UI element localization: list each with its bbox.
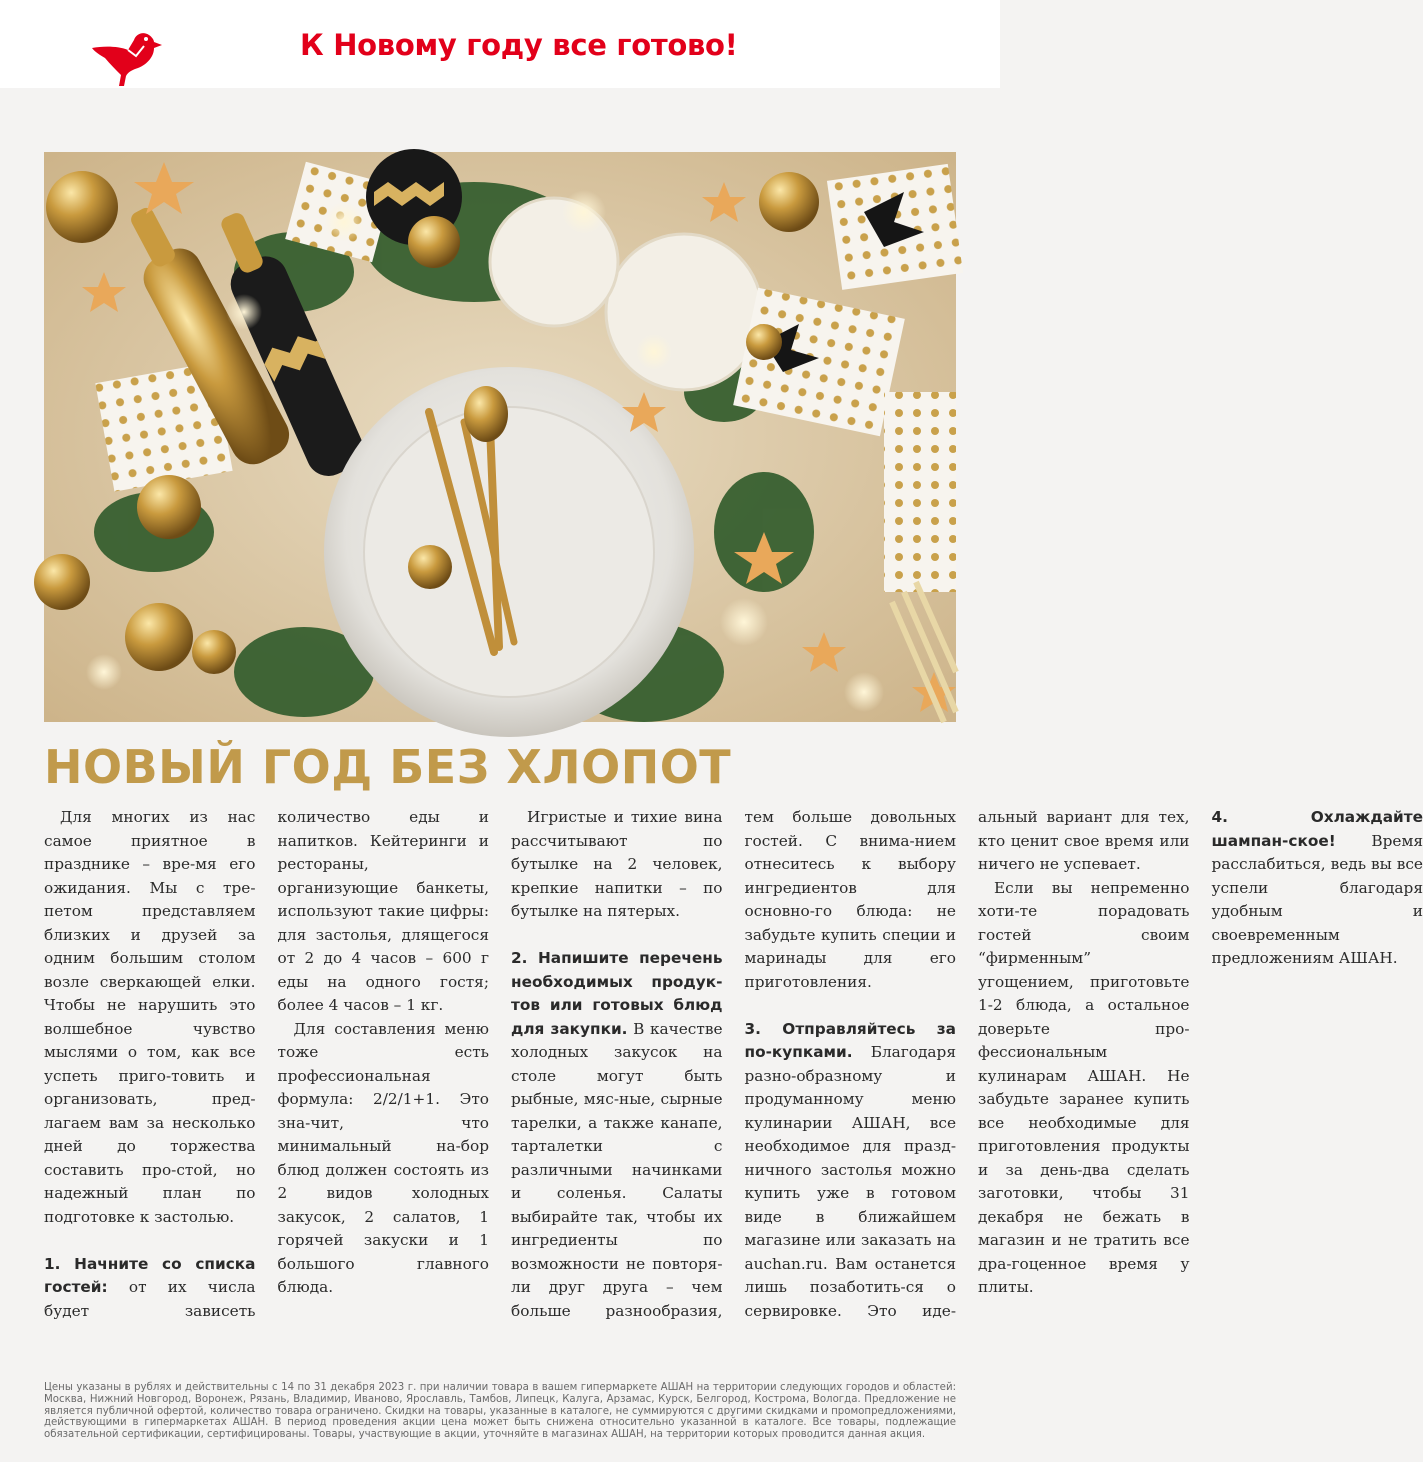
intro-paragraph: Для многих из нас самое приятное в празднике – вре-мя его ожидания. Мы с тре-петом представляем близких и друзей за одним большим столом возле сверкающей елки. Чтобы не нарушить это волшебное чувство мыслями о том, как все успеть приго-товить и организовать, пред-лагаем вам за несколько дней до торжества составить про-стой, но надежный план по подготовке к застолью.	[44, 808, 256, 1226]
wine-paragraph: Игристые и тихие вина рассчитывают по бутылке на 2 человек, крепкие напитки – по бутылке на пятерых.	[511, 808, 723, 920]
auchan-bird-icon	[88, 22, 162, 86]
signature-dish-paragraph: Если вы непременно хоти-те порадовать гостей своим “фирменным” угощением, приготовьте 1-2 блюда, а остальное доверьте про-фессиональным кулинарам АШАН. Не забудьте заранее купить все необходимые для приготовления продукты и за день-два сделать заготовки, чтобы 31 декабря не бежать в магазин и не тратить все дра-гоценное время у плиты.	[978, 878, 1190, 1296]
section-4	[1212, 806, 1423, 971]
section-1-text: от их числа будет зависеть количество еды и напитков. Кейтеринги и рестораны, организующие банкеты, используют такие цифры: для застолья, длящегося от 2 до 4 часов – 600 г еды на одного гостя; более 4 часов – 1 кг.	[44, 808, 489, 1320]
section-4-text: Время расслабиться, ведь вы все успели благодаря удобным и своевременным предложениям АШАН.	[1211, 831, 1423, 967]
section-3-heading: 3. Отправляйтесь за по-купками.	[744, 1019, 956, 1061]
header-title: К Новому году все готово!	[300, 28, 738, 62]
legal-footnote: Цены указаны в рублях и действительны с 14 по 31 декабря 2023 г. при наличии товара в вашем гипермаркете АШАН на территории следующих городов и областей: Москва, Нижний Новгород, Воронеж, Рязань, Владимир, Иваново, Ярославль, Тамбов, Липецк, Калуга, Арзамас, Курск, Белгород, Кострома, Вологда. Предложение не является публичной офертой, количество товара ограничено. Скидки на товары, указанные в каталоге, не суммируются с другими скидками и промопредложениями, действующими в гипермаркетах АШАН. В период проведения акции цена может быть снижена относительно указанной в каталоге. Все товары, подлежащие обязательной сертификации, сертифицированы. Товары, участвующие в акции, уточняйте в магазинах АШАН, на территории которых проводится данная акция.	[44, 1382, 956, 1441]
page-header	[0, 0, 1000, 88]
section-2-text: В качестве холодных закусок на столе могут быть рыбные, мяс-ные, сырные тарелки, а также канапе, тарталетки с различными начинками и соленья. Салаты выбирайте так, чтобы их ингредиенты по возможности не повторя-ли друг друга – чем больше разнообразия, тем больше довольных гостей. С внима-нием отнеситесь к выбору ингредиентов для основно-го блюда: не забудьте купить специи и маринады для его приготовления.	[511, 808, 956, 1320]
hero-image	[44, 152, 956, 722]
article-body	[44, 806, 1423, 1326]
section-3-text: Благодаря разно-образному и продуманному меню кулинарии АШАН, все необходимое для празд-ничного застолья можно купить уже в готовом виде в ближайшем магазине или заказать на auchan.ru. Вам останется лишь позаботить-ся о сервировке. Это иде-альный вариант для тех, кто ценит свое время или ничего не успевает.	[744, 808, 1190, 1320]
section-2-heading: 2. Напишите перечень необходимых продук-тов или готовых блюд для закупки.	[511, 949, 723, 1038]
section-1-heading: 1. Начните со списка гостей:	[44, 1254, 256, 1296]
menu-paragraph: Для составления меню тоже есть профессиональная формула: 2/2/1+1. Это зна-чит, что минимальный на-бор блюд должен состоять из 2 видов холодных закусок, 2 салатов, 1 горячей закуски и 1 большого главного блюда.	[277, 1019, 489, 1296]
section-4-heading: 4. Охлаждайте шампан-ское!	[1211, 808, 1423, 850]
article-title: НОВЫЙ ГОД БЕЗ ХЛОПОТ	[44, 740, 732, 794]
festive-table-setting-photo	[44, 152, 956, 722]
